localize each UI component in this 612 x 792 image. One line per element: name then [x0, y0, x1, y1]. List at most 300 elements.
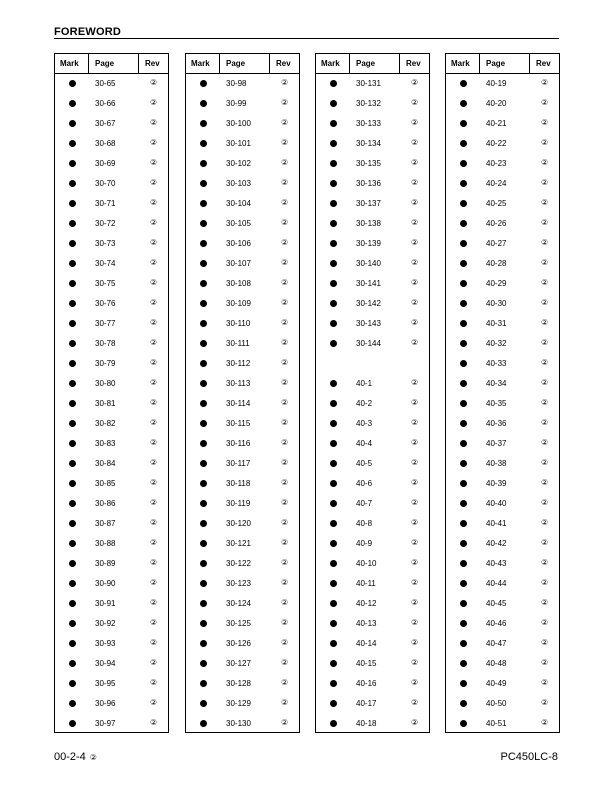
page-cell: 30-113	[226, 379, 251, 388]
page-cell: 40-23	[486, 159, 507, 168]
table-row	[186, 374, 299, 394]
header-page: Page	[95, 59, 115, 68]
page-cell: 30-91	[95, 599, 116, 608]
mark-bullet-icon	[460, 720, 467, 727]
rev-cell: ②	[411, 498, 419, 507]
table-row	[316, 714, 429, 734]
table-row	[186, 354, 299, 374]
page-cell: 40-34	[486, 379, 507, 388]
mark-bullet-icon	[330, 580, 337, 587]
table-row	[186, 554, 299, 574]
table-row	[55, 134, 168, 154]
table-row	[55, 314, 168, 334]
mark-bullet-icon	[460, 640, 467, 647]
page-cell: 40-10	[356, 559, 377, 568]
page-title: FOREWORD	[54, 26, 121, 38]
rev-cell: ②	[281, 78, 289, 87]
page-cell: 40-2	[356, 399, 373, 408]
page-cell: 30-124	[226, 599, 251, 608]
mark-bullet-icon	[200, 560, 207, 567]
page-cell: 40-31	[486, 319, 507, 328]
rev-cell: ②	[541, 318, 549, 327]
table-row	[446, 534, 559, 554]
table-row	[186, 334, 299, 354]
mark-bullet-icon	[69, 280, 76, 287]
table-header	[446, 54, 559, 74]
rev-cell: ②	[150, 178, 158, 187]
rev-cell: ②	[541, 398, 549, 407]
mark-bullet-icon	[69, 140, 76, 147]
table-row	[316, 674, 429, 694]
rev-cell: ②	[150, 418, 158, 427]
page-cell: 40-28	[486, 259, 507, 268]
rev-cell: ②	[281, 598, 289, 607]
rev-cell: ②	[281, 278, 289, 287]
page-cell: 40-13	[356, 619, 377, 628]
rev-cell: ②	[150, 558, 158, 567]
mark-bullet-icon	[200, 640, 207, 647]
rev-cell: ②	[150, 638, 158, 647]
table-row	[55, 74, 168, 94]
mark-bullet-icon	[200, 160, 207, 167]
rev-cell: ②	[281, 438, 289, 447]
mark-bullet-icon	[69, 120, 76, 127]
mark-bullet-icon	[200, 540, 207, 547]
rev-cell: ②	[150, 258, 158, 267]
table-row	[55, 554, 168, 574]
table-row	[186, 274, 299, 294]
page-cell: 40-19	[486, 79, 507, 88]
table-row	[55, 674, 168, 694]
page-cell: 30-87	[95, 519, 116, 528]
rev-cell: ②	[150, 198, 158, 207]
mark-bullet-icon	[460, 480, 467, 487]
rev-cell: ②	[411, 678, 419, 687]
rev-cell: ②	[150, 238, 158, 247]
table-row	[316, 254, 429, 274]
mark-bullet-icon	[460, 320, 467, 327]
page-cell: 30-89	[95, 559, 116, 568]
page-cell: 30-112	[226, 359, 251, 368]
mark-bullet-icon	[200, 700, 207, 707]
table-row	[186, 474, 299, 494]
page-cell: 30-98	[226, 79, 247, 88]
rev-cell: ②	[281, 98, 289, 107]
page-cell: 30-136	[356, 179, 381, 188]
page-cell: 40-20	[486, 99, 507, 108]
page-cell: 40-25	[486, 199, 507, 208]
mark-bullet-icon	[69, 440, 76, 447]
rev-cell: ②	[150, 298, 158, 307]
revision-table-1	[54, 53, 169, 733]
rev-cell: ②	[150, 618, 158, 627]
rev-cell: ②	[281, 318, 289, 327]
rev-cell: ②	[411, 558, 419, 567]
table-row	[316, 294, 429, 314]
mark-bullet-icon	[200, 100, 207, 107]
table-row	[316, 154, 429, 174]
table-header	[316, 54, 429, 74]
rev-cell: ②	[411, 138, 419, 147]
rev-cell: ②	[411, 658, 419, 667]
page-cell: 30-88	[95, 539, 116, 548]
rev-cell: ②	[541, 338, 549, 347]
rev-cell: ②	[411, 78, 419, 87]
rev-cell: ②	[541, 618, 549, 627]
page-cell: 30-138	[356, 219, 381, 228]
mark-bullet-icon	[69, 260, 76, 267]
table-row	[446, 74, 559, 94]
mark-bullet-icon	[200, 680, 207, 687]
page-cell: 40-6	[356, 479, 373, 488]
rev-cell: ②	[541, 158, 549, 167]
page-cell: 40-27	[486, 239, 507, 248]
table-row	[186, 214, 299, 234]
table-row	[186, 694, 299, 714]
page-cell: 40-9	[356, 539, 373, 548]
rev-cell: ②	[281, 638, 289, 647]
page-cell: 30-142	[356, 299, 381, 308]
table-row	[446, 374, 559, 394]
table-header	[186, 54, 299, 74]
page-cell: 30-115	[226, 419, 251, 428]
page-cell: 30-94	[95, 659, 116, 668]
page-cell: 30-71	[95, 199, 116, 208]
page-cell: 30-93	[95, 639, 116, 648]
rev-cell: ②	[541, 178, 549, 187]
header-divider	[219, 54, 220, 74]
page-cell: 40-18	[356, 719, 377, 728]
mark-bullet-icon	[460, 380, 467, 387]
header-page: Page	[356, 59, 376, 68]
mark-bullet-icon	[460, 580, 467, 587]
rev-cell: ②	[281, 718, 289, 727]
page-cell: 30-132	[356, 99, 381, 108]
mark-bullet-icon	[460, 560, 467, 567]
page-cell: 30-141	[356, 279, 381, 288]
table-row	[186, 134, 299, 154]
table-row	[55, 634, 168, 654]
mark-bullet-icon	[330, 140, 337, 147]
rev-cell: ②	[411, 238, 419, 247]
page-cell: 40-35	[486, 399, 507, 408]
page-cell: 30-144	[356, 339, 381, 348]
rev-cell: ②	[541, 358, 549, 367]
page-cell: 40-33	[486, 359, 507, 368]
rev-cell: ②	[541, 558, 549, 567]
table-row	[186, 234, 299, 254]
page-cell: 40-30	[486, 299, 507, 308]
page-cell: 30-143	[356, 319, 381, 328]
page-cell: 30-139	[356, 239, 381, 248]
mark-bullet-icon	[69, 240, 76, 247]
page-cell: 30-131	[356, 79, 381, 88]
mark-bullet-icon	[460, 180, 467, 187]
mark-bullet-icon	[330, 220, 337, 227]
rev-cell: ②	[411, 418, 419, 427]
table-row	[316, 114, 429, 134]
mark-bullet-icon	[460, 460, 467, 467]
mark-bullet-icon	[200, 380, 207, 387]
rev-cell: ②	[411, 158, 419, 167]
table-row	[446, 314, 559, 334]
table-row	[186, 434, 299, 454]
page-cell: 30-78	[95, 339, 116, 348]
table-row	[446, 174, 559, 194]
rev-cell: ②	[541, 238, 549, 247]
page-cell: 30-133	[356, 119, 381, 128]
rev-cell: ②	[281, 298, 289, 307]
page-cell: 40-12	[356, 599, 377, 608]
table-row	[316, 374, 429, 394]
mark-bullet-icon	[69, 360, 76, 367]
mark-bullet-icon	[330, 260, 337, 267]
page-cell: 40-22	[486, 139, 507, 148]
table-row	[446, 214, 559, 234]
rev-cell: ②	[411, 618, 419, 627]
table-row	[55, 274, 168, 294]
rev-cell: ②	[150, 118, 158, 127]
rev-cell: ②	[541, 678, 549, 687]
mark-bullet-icon	[460, 440, 467, 447]
page-cell: 40-51	[486, 719, 507, 728]
page-cell: 30-105	[226, 219, 251, 228]
mark-bullet-icon	[330, 720, 337, 727]
mark-bullet-icon	[200, 720, 207, 727]
rev-cell: ②	[541, 198, 549, 207]
table-row	[316, 554, 429, 574]
table-row	[186, 254, 299, 274]
mark-bullet-icon	[460, 360, 467, 367]
header-divider	[138, 54, 139, 74]
table-row	[446, 154, 559, 174]
table-row	[446, 574, 559, 594]
mark-bullet-icon	[200, 80, 207, 87]
table-header	[55, 54, 168, 74]
mark-bullet-icon	[69, 220, 76, 227]
rev-cell: ②	[281, 658, 289, 667]
mark-bullet-icon	[200, 440, 207, 447]
header-divider	[349, 54, 350, 74]
mark-bullet-icon	[200, 220, 207, 227]
mark-bullet-icon	[460, 600, 467, 607]
page-cell: 30-120	[226, 519, 251, 528]
table-row	[55, 694, 168, 714]
mark-bullet-icon	[69, 660, 76, 667]
table-row	[316, 74, 429, 94]
table-row	[446, 254, 559, 274]
header-divider	[399, 54, 400, 74]
header-divider	[529, 54, 530, 74]
mark-bullet-icon	[69, 560, 76, 567]
mark-bullet-icon	[200, 580, 207, 587]
table-row	[55, 334, 168, 354]
table-row	[446, 134, 559, 154]
mark-bullet-icon	[330, 120, 337, 127]
header-mark: Mark	[451, 59, 470, 68]
table-row	[186, 74, 299, 94]
mark-bullet-icon	[460, 620, 467, 627]
table-row	[446, 514, 559, 534]
mark-bullet-icon	[200, 320, 207, 327]
page-cell: 30-75	[95, 279, 116, 288]
page-cell: 40-48	[486, 659, 507, 668]
rev-cell: ②	[541, 218, 549, 227]
rev-cell: ②	[281, 618, 289, 627]
rev-cell: ②	[541, 278, 549, 287]
page-cell: 40-47	[486, 639, 507, 648]
page-cell: 40-37	[486, 439, 507, 448]
table-rows	[55, 74, 168, 734]
page-cell: 30-107	[226, 259, 251, 268]
page-cell: 30-68	[95, 139, 116, 148]
header-rev: Rev	[536, 59, 551, 68]
page-cell: 40-16	[356, 679, 377, 688]
page-cell: 30-123	[226, 579, 251, 588]
table-row	[55, 654, 168, 674]
rev-cell: ②	[150, 398, 158, 407]
page-cell: 30-102	[226, 159, 251, 168]
page-cell: 30-121	[226, 539, 251, 548]
rev-cell: ②	[150, 218, 158, 227]
mark-bullet-icon	[460, 220, 467, 227]
header-divider	[479, 54, 480, 74]
header-rev: Rev	[145, 59, 160, 68]
mark-bullet-icon	[330, 280, 337, 287]
page-cell: 40-8	[356, 519, 373, 528]
mark-bullet-icon	[69, 160, 76, 167]
rev-cell: ②	[150, 518, 158, 527]
mark-bullet-icon	[200, 140, 207, 147]
revision-table-3	[315, 53, 430, 733]
rev-cell: ②	[281, 198, 289, 207]
table-row	[316, 474, 429, 494]
table-row	[446, 654, 559, 674]
rev-cell: ②	[281, 258, 289, 267]
rev-cell: ②	[541, 698, 549, 707]
mark-bullet-icon	[200, 500, 207, 507]
mark-bullet-icon	[330, 680, 337, 687]
rev-cell: ②	[281, 378, 289, 387]
page-cell: 30-79	[95, 359, 116, 368]
page-cell: 30-67	[95, 119, 116, 128]
rev-cell: ②	[411, 118, 419, 127]
page-cell: 30-117	[226, 459, 251, 468]
revision-table-4	[445, 53, 560, 733]
table-row	[446, 714, 559, 734]
table-row	[55, 594, 168, 614]
mark-bullet-icon	[460, 120, 467, 127]
header-mark: Mark	[321, 59, 340, 68]
page-cell: 30-97	[95, 719, 116, 728]
mark-bullet-icon	[460, 280, 467, 287]
mark-bullet-icon	[200, 180, 207, 187]
page-cell: 30-70	[95, 179, 116, 188]
page-cell: 30-96	[95, 699, 116, 708]
mark-bullet-icon	[330, 600, 337, 607]
header-page: Page	[486, 59, 506, 68]
table-row	[446, 474, 559, 494]
page-cell: 40-5	[356, 459, 373, 468]
page-cell: 40-38	[486, 459, 507, 468]
rev-cell: ②	[150, 358, 158, 367]
mark-bullet-icon	[69, 380, 76, 387]
rev-cell: ②	[541, 498, 549, 507]
table-row	[316, 614, 429, 634]
rev-cell: ②	[411, 578, 419, 587]
rev-cell: ②	[411, 458, 419, 467]
mark-bullet-icon	[330, 500, 337, 507]
table-row	[316, 654, 429, 674]
rev-cell: ②	[541, 78, 549, 87]
mark-bullet-icon	[460, 200, 467, 207]
mark-bullet-icon	[460, 100, 467, 107]
mark-bullet-icon	[330, 540, 337, 547]
page-cell: 40-21	[486, 119, 507, 128]
mark-bullet-icon	[200, 520, 207, 527]
table-row	[316, 414, 429, 434]
rev-cell: ②	[411, 298, 419, 307]
table-row	[186, 594, 299, 614]
table-row	[55, 234, 168, 254]
page-cell: 40-29	[486, 279, 507, 288]
rev-cell: ②	[150, 678, 158, 687]
page-cell: 30-104	[226, 199, 251, 208]
rev-cell: ②	[411, 538, 419, 547]
page-cell: 30-83	[95, 439, 116, 448]
page-cell: 30-111	[226, 339, 250, 348]
table-row	[446, 674, 559, 694]
page-cell: 30-69	[95, 159, 116, 168]
rev-cell: ②	[541, 298, 549, 307]
page-cell: 30-65	[95, 79, 116, 88]
mark-bullet-icon	[69, 720, 76, 727]
title-rule	[54, 38, 559, 39]
rev-cell: ②	[150, 98, 158, 107]
rev-cell: ②	[150, 138, 158, 147]
rev-cell: ②	[150, 318, 158, 327]
table-row	[446, 94, 559, 114]
mark-bullet-icon	[460, 300, 467, 307]
page-cell: 40-43	[486, 559, 507, 568]
header-mark: Mark	[191, 59, 210, 68]
mark-bullet-icon	[200, 360, 207, 367]
table-row	[316, 314, 429, 334]
table-row	[446, 234, 559, 254]
table-row	[55, 114, 168, 134]
table-row	[446, 334, 559, 354]
table-row	[316, 354, 429, 374]
rev-cell: ②	[541, 258, 549, 267]
mark-bullet-icon	[200, 600, 207, 607]
table-row	[186, 534, 299, 554]
mark-bullet-icon	[330, 660, 337, 667]
mark-bullet-icon	[200, 260, 207, 267]
page-cell: 40-45	[486, 599, 507, 608]
rev-cell: ②	[541, 718, 549, 727]
page-cell: 30-85	[95, 479, 116, 488]
mark-bullet-icon	[330, 380, 337, 387]
rev-cell: ②	[541, 478, 549, 487]
mark-bullet-icon	[200, 400, 207, 407]
header-divider	[269, 54, 270, 74]
mark-bullet-icon	[69, 640, 76, 647]
rev-cell: ②	[541, 658, 549, 667]
rev-cell: ②	[411, 338, 419, 347]
table-row	[446, 694, 559, 714]
table-row	[55, 294, 168, 314]
page-cell: 40-50	[486, 699, 507, 708]
